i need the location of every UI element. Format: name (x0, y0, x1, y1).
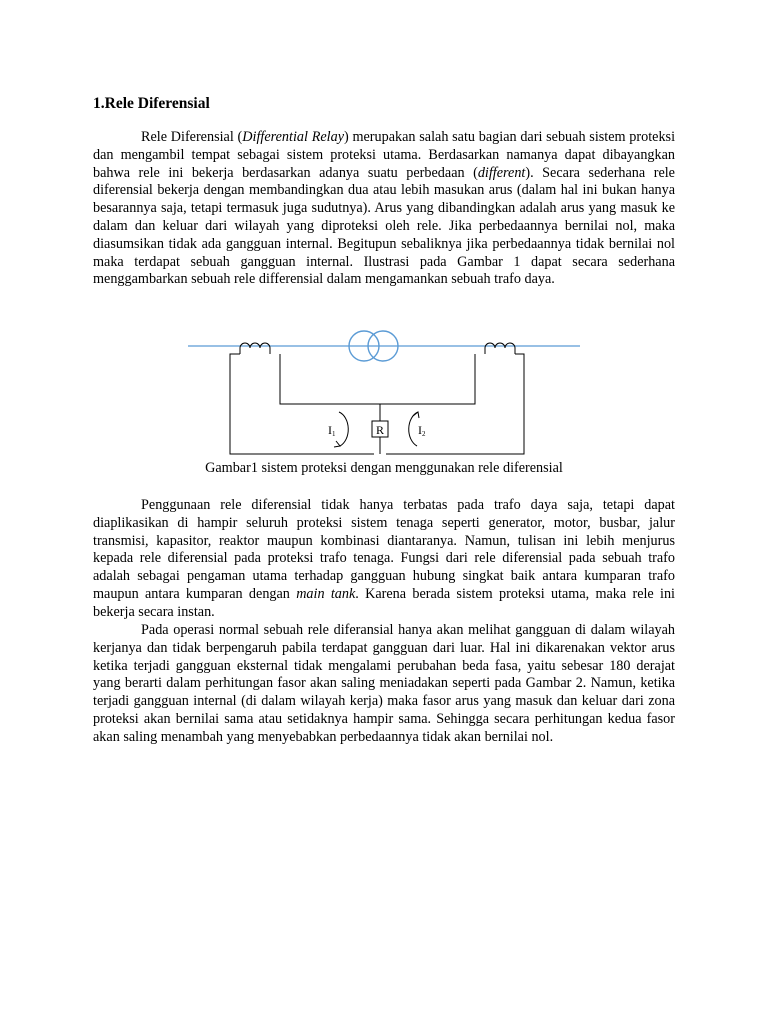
p1-italic-2: different (477, 164, 526, 181)
current-label-right: I2 (418, 423, 426, 438)
p2-text-2: . Karena berada sistem proteksi utama, maka rele ini bekerja secara instan. (93, 585, 675, 620)
p1-text-2: ) merupakan salah satu bagian dari sebuah sistem proteksi dan mengambil tempat sebagai sistem proteksi utama. Berdasarkan namanya dapat dibayangkan bahwa rele ini bekerja berdasarkan adanya suatu perbedaan ( (93, 129, 676, 181)
paragraph-intro (93, 129, 675, 289)
paragraph-operation: Pada operasi normal sebuah rele diferansial hanya akan melihat gangguan di dalam wilayah kerjanya dan tidak berpengaruh pabila terdapat gangguan dari luar. Hal ini dikarenakan vektor arus ketika terjadi gangguan eksternal tidak mengalami perubahan beda fasa, yaitu sebesar 180 derajat yang berarti dalam perhitungan fasor akan saling meniadakan seperti pada Gambar 2. Namun, ketika terjadi gangguan internal (di dalam wilayah kerja) maka fasor arus yang masuk dan keluar dari zona proteksi akan bernilai sama atau setidaknya hampir sama. Sehingga secara perhitungan kedua fasor akan saling menambah yang menyebabkan perbedaannya tidak akan bernilai nol. (93, 622, 675, 745)
relay-label: R (375, 423, 385, 437)
p1-text-3: ). Secara sederhana rele diferensial bekerja dengan membandingkan dua atau lebih masukan arus (dalam hal ini bukan hanya besarannya saja, tetapi termasuk juga sudutnya). Arus yang dibandingkan adalah arus yang masuk ke dalam dan keluar dari wilayah yang diproteksi oleh rele. Jika perbedaannya bernilai nol, maka diasumsikan tidak ada gangguan internal. Begitupun sebaliknya jika perbedaannya tidak bernilai nol maka terdapat sebuah gangguan internal. Ilustrasi pada Gambar 1 dapat secara sederhana menggambarkan sebuah rele differensial dalam mengamankan sebuah trafo daya. (93, 164, 675, 288)
figure-caption: Gambar1 sistem proteksi dengan menggunakan rele diferensial (205, 460, 563, 476)
p1-italic-1: Differential Relay (242, 129, 344, 145)
current-arrowhead-left (334, 441, 340, 447)
inner-wire (280, 354, 475, 404)
p2-text-1: Penggunaan rele diferensial tidak hanya terbatas pada trafo daya saja, tetapi dapat diaplikasikan di hampir seluruh proteksi sistem tenaga seperti generator, motor, busbar, jalur transmisi, kapasitor, reaktor maupun kombinasi diantaranya. Namun, tulisan ini lebih menjurus kepada rele diferensial pada proteksi trafo tenaga. Fungsi dari rele diferensial pada sebuah trafo adalah sebagai pengaman utama terhadap gangguan hubung singkat baik antara kumparan trafo maupun antara kumparan dengan (93, 497, 675, 602)
paragraph-applications (93, 497, 675, 622)
differential-relay-diagram (188, 328, 583, 458)
current-arrow-left (339, 412, 348, 446)
current-arrow-right (409, 412, 418, 446)
current-transformer-left (240, 343, 270, 354)
p2-italic-1: main tank (296, 585, 356, 602)
current-transformer-right (485, 343, 515, 354)
section-heading: 1.Rele Diferensial (93, 95, 210, 112)
current-label-left: I1 (328, 423, 336, 438)
p1-text-1: Rele Diferensial ( (141, 129, 243, 145)
